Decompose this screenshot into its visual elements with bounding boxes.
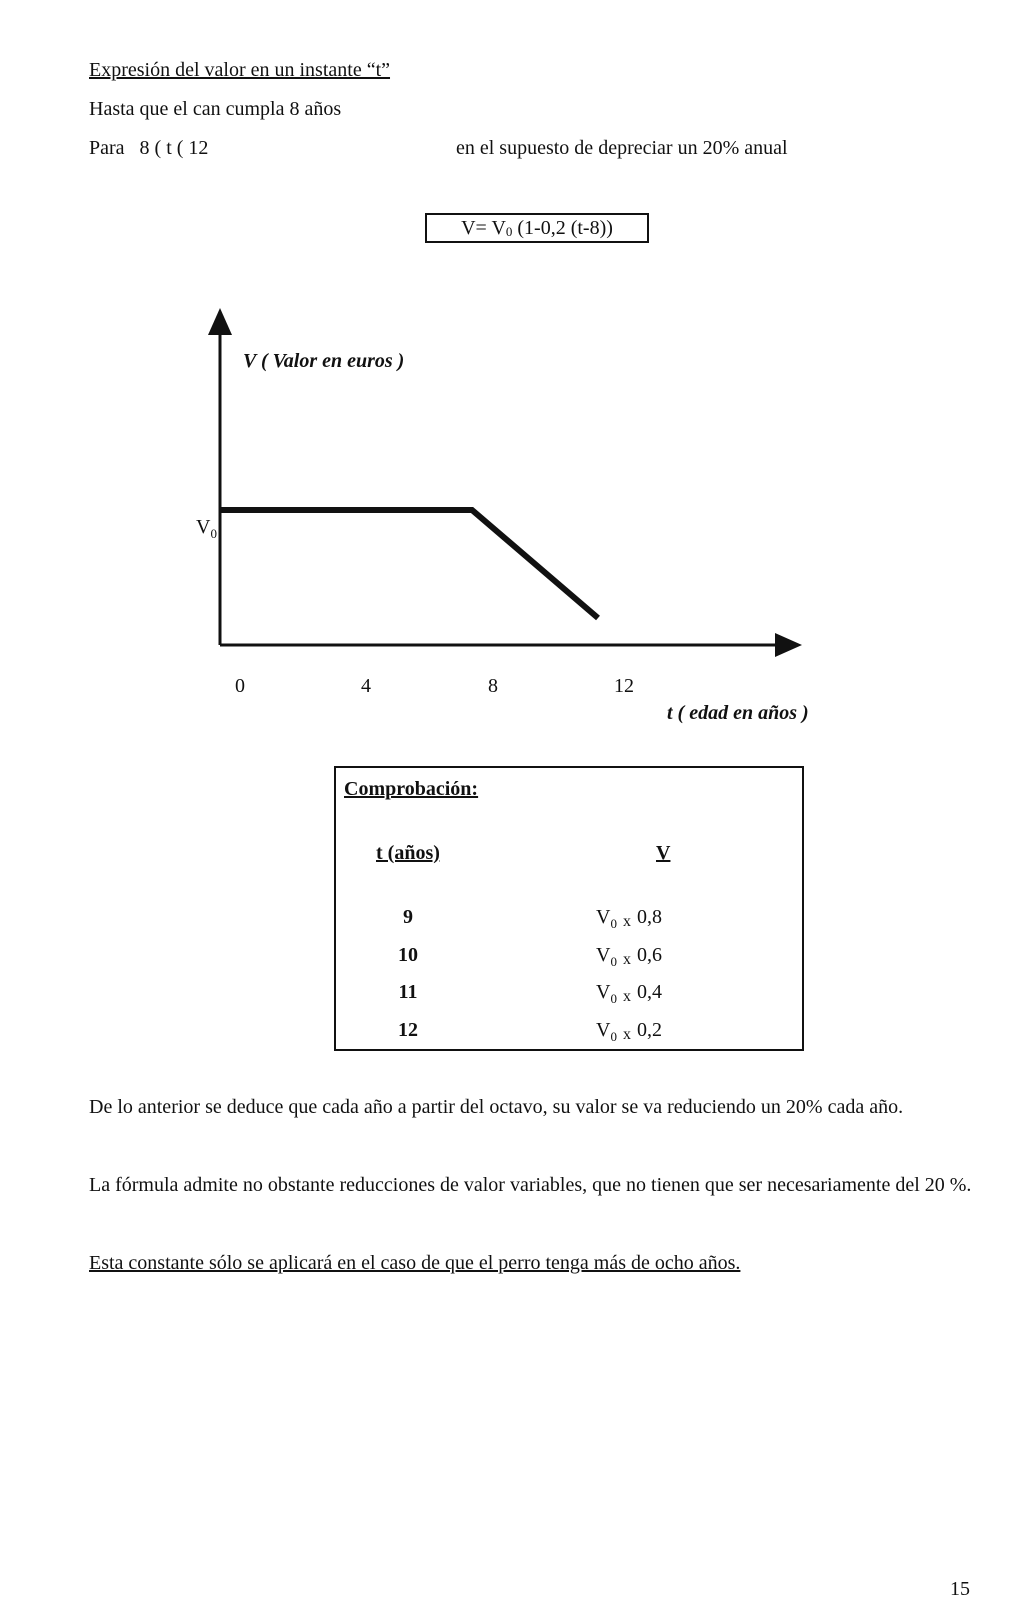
row-t: 10 (398, 944, 418, 966)
section-heading: Expresión del valor en un instante “t” (89, 59, 391, 81)
v0-sub: 0 (210, 526, 217, 541)
paragraph-deduction: De lo anterior se deduce que cada año a partir del octavo, su valor se va reduciendo un 20% cada año. (89, 1096, 904, 1118)
formula-suffix: (1-0,2 (t-8)) (512, 217, 613, 239)
row-v: $V_0$ x 0,4 (596, 981, 662, 1006)
x-tick-label: 8 (488, 675, 498, 697)
table-row (336, 906, 806, 934)
formula-prefix: V= V (461, 217, 506, 239)
interval-text: Para 8 ( t ( 12 (89, 137, 209, 159)
column-header-t: t (años) (376, 842, 440, 864)
verification-box (334, 766, 804, 1051)
depreciation-note: en el supuesto de depreciar un 20% anual (456, 137, 788, 159)
row-v: $V_0$ x 0,6 (596, 944, 662, 969)
row-v: $V_0$ x 0,2 (596, 1019, 662, 1044)
x-axis-label: t ( edad en años ) (667, 702, 809, 724)
row-v: $V_0$ x 0,8 (596, 906, 662, 931)
row-t: 11 (398, 981, 418, 1003)
x-tick-label: 4 (361, 675, 371, 697)
paragraph-constant-note: Esta constante sólo se aplicará en el caso de que el perro tenga más de ocho años. (89, 1252, 741, 1274)
column-header-v: V (656, 842, 671, 864)
x-tick-label: 0 (235, 675, 245, 697)
y-axis-label: V ( Valor en euros ) (243, 350, 405, 372)
value-graph (0, 0, 1033, 760)
table-row (336, 981, 806, 1009)
condition-line: Hasta que el can cumpla 8 años (89, 98, 342, 120)
page-number: 15 (950, 1578, 970, 1600)
paragraph-formula-note: La fórmula admite no obstante reducciones de valor variables, que no tienen que ser necesariamente del 20 %. (89, 1174, 972, 1196)
v0-axis-mark (196, 516, 217, 542)
value-series-line (220, 510, 598, 618)
row-t: 9 (403, 906, 413, 928)
x-tick-label: 12 (614, 675, 634, 697)
verification-title: Comprobación: (344, 778, 479, 800)
v0-main: V (196, 516, 211, 538)
row-t: 12 (398, 1019, 418, 1041)
formula-subscript: 0 (505, 224, 513, 239)
table-row (336, 944, 806, 972)
table-row (336, 1019, 806, 1047)
